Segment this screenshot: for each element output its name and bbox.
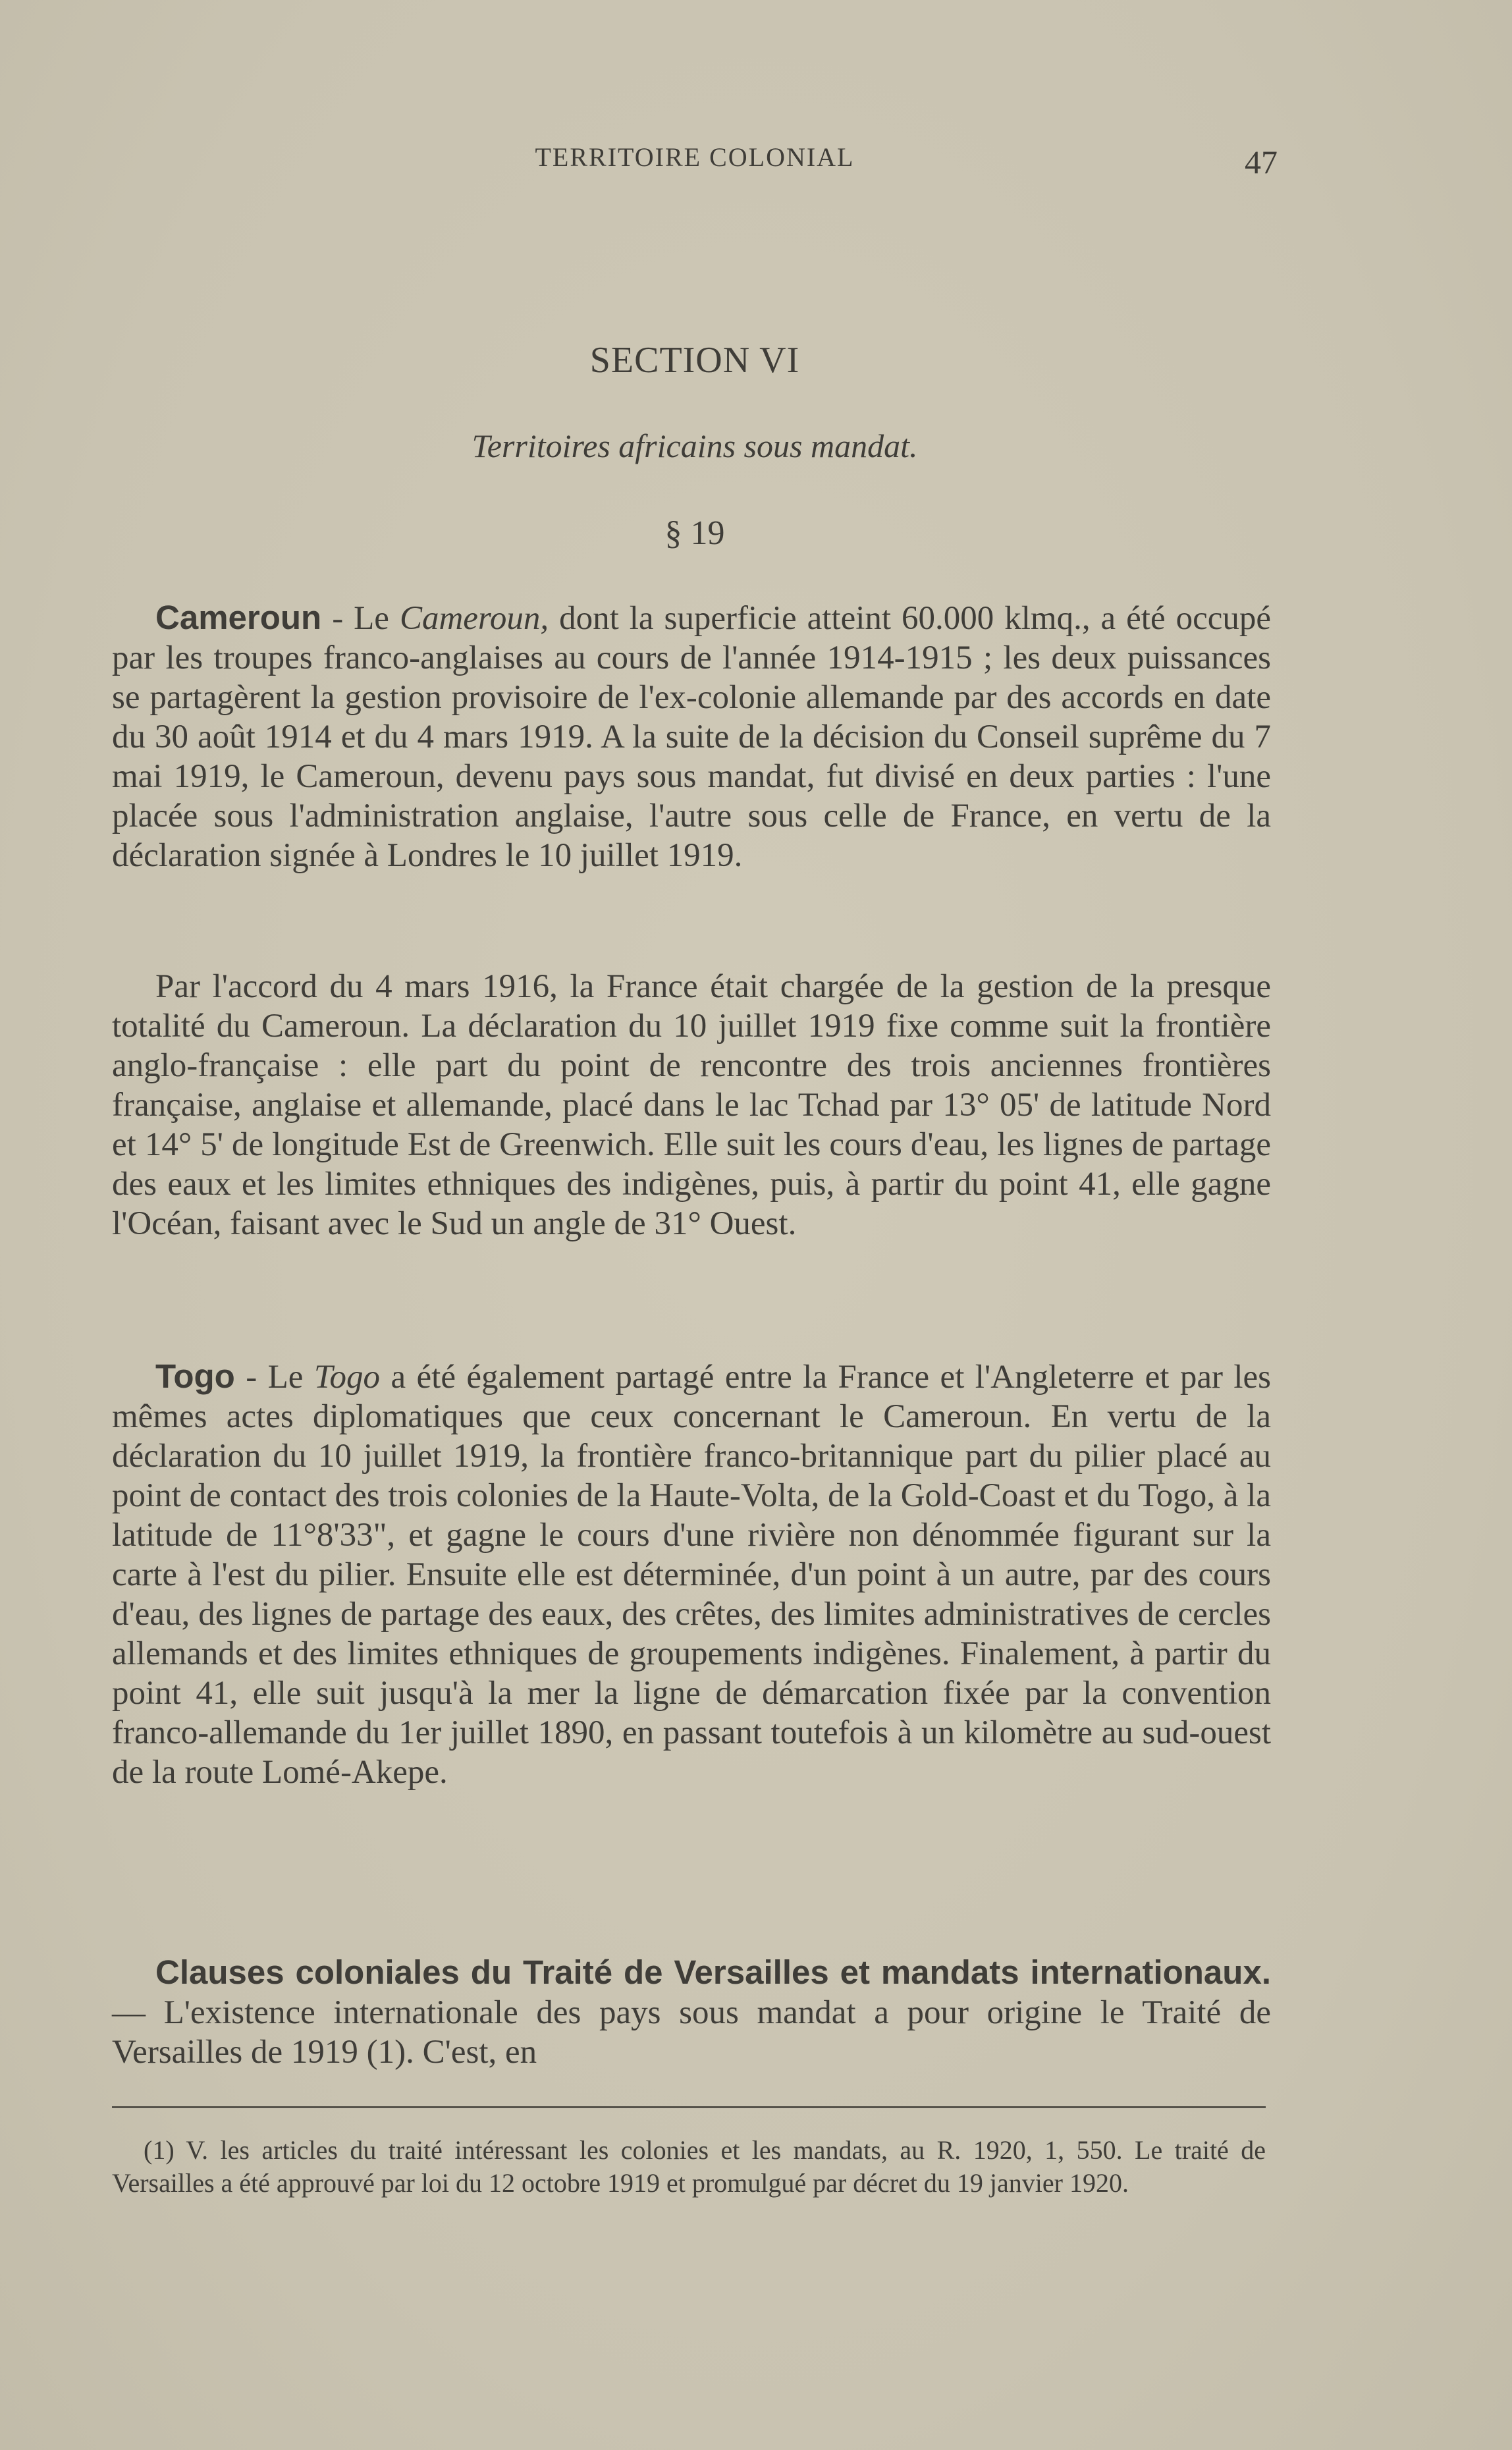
clauses-text: — L'existence internationale des pays sous mandat a pour origine le Traité de Versailles de 1919 (1). C'est, en bbox=[112, 1994, 1271, 2071]
running-head bbox=[112, 142, 1278, 181]
cameroun-runin-heading: Cameroun bbox=[155, 599, 322, 636]
togo-paragraph bbox=[112, 1357, 1271, 1792]
cameroun-text: dont la superficie atteint 60.000 klmq., a été occupé par les troupes franco-anglaises au cours de l'année 1914-1915 ; les deux puissances se partagèrent la gestion provisoire de l'ex-colonie allemande par des accords en date du 30 août 1914 et du 4 mars 1919. A la suite de la décision du Conseil suprême du 7 mai 1919, le Cameroun, devenu pays sous mandat, fut divisé en deux parties : l'une placée sous l'administration anglaise, l'autre sous celle de France, en vertu de la déclaration signée à Londres le 10 juillet 1919. bbox=[112, 600, 1272, 874]
togo-lead: - Le bbox=[234, 1359, 314, 1396]
footnote-text: (1) V. les articles du traité intéressant les colonies et les mandats, au R. 1920, 1, 550. Le traité de Versailles a été approuvé par loi du 12 octobre 1919 et promulgué par décret du 19 janvier 1920. bbox=[112, 2135, 1266, 2198]
togo-runin-heading: Togo bbox=[155, 1357, 235, 1395]
running-title: TERRITOIRE COLONIAL bbox=[535, 142, 855, 172]
footnote-rule bbox=[112, 2106, 1266, 2108]
cameroun-italic: Cameroun, bbox=[399, 600, 549, 637]
section-title: SECTION VI bbox=[589, 340, 800, 381]
section-subtitle: Territoires africains sous mandat. bbox=[472, 427, 918, 464]
cameroun-paragraph-2 bbox=[112, 967, 1271, 1243]
clauses-paragraph bbox=[112, 1953, 1271, 2072]
footnote bbox=[112, 2134, 1266, 2200]
clauses-runin-heading: Clauses coloniales du Traité de Versailles et mandats internationaux. bbox=[155, 1953, 1271, 1991]
page-number: 47 bbox=[1245, 144, 1278, 180]
togo-text: a été également partagé entre la France et l'Angleterre et par les mêmes actes diplomatiques que ceux concernant le Cameroun. En vertu de la déclaration du 10 juillet 1919, la frontière franco-britannique part du pilier placé au point de contact des trois colonies de la Haute-Volta, de la Gold-Coast et du Togo, à la latitude de 11°8'33", et gagne le cours d'une rivière non dénommée figurant sur la carte à l'est du pilier. Ensuite elle est déterminée, d'un point à un autre, par des cours d'eau, des lignes de partage des eaux, des crêtes, des limites administratives de cercles allemands et des limites ethniques de groupements indigènes. Finalement, à partir du point 41, elle suit jusqu'à la mer la ligne de démarcation fixée par la convention franco-allemande du 1er juillet 1890, en passant toutefois à un kilomètre au sud-ouest de la route Lomé-Akepe. bbox=[112, 1359, 1272, 1791]
togo-italic: Togo bbox=[313, 1359, 381, 1396]
cameroun-paragraph-1 bbox=[112, 598, 1271, 875]
cameroun-text-2: Par l'accord du 4 mars 1916, la France était chargée de la gestion de la presque totalité du Cameroun. La déclaration du 10 juillet 1919 fixe comme suit la frontière anglo-française : elle part du point de rencontre des trois anciennes frontières française, anglaise et allemande, placé dans le lac Tchad par 13° 05' de latitude Nord et 14° 5' de longitude Est de Greenwich. Elle suit les cours d'eau, les lignes de partage des eaux et les limites ethniques des indigènes, puis, à partir du point 41, elle gagne l'Océan, faisant avec le Sud un angle de 31° Ouest. bbox=[112, 968, 1271, 1242]
paragraph-mark: § 19 bbox=[664, 514, 725, 552]
cameroun-lead: - Le bbox=[321, 600, 400, 637]
